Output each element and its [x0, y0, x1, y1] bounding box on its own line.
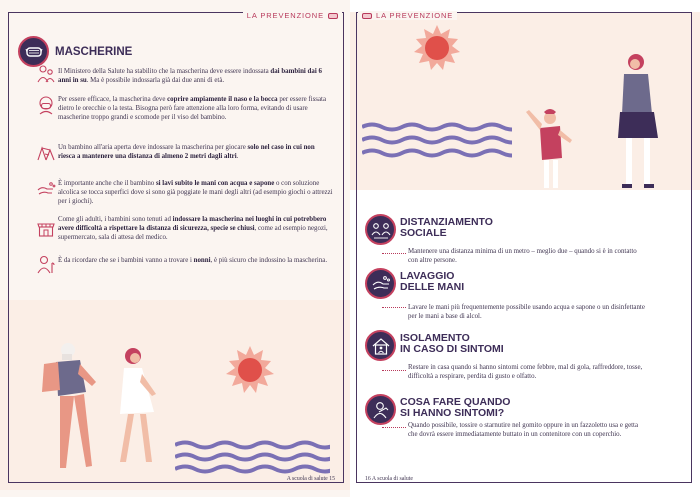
mask-icon [362, 13, 372, 19]
playground-icon [36, 142, 56, 162]
section-title-row [18, 36, 132, 67]
section-description: Mantenere una distanza minima di un metro – meglio due – quando si è in contatto con altre persone. [408, 248, 637, 264]
dotted-divider [382, 307, 406, 308]
paragraph: Per essere efficace, la mascherina deve coprire ampiamente il naso e la bocca per essere fissata dietro le orecchie o la testa. Bisogna però fare attenzione alla loro forma, evitando di usare mascherine troppo grandi e scomode per il viso del bambino. [58, 96, 327, 121]
dotted-divider [382, 253, 406, 254]
wash-hands-icon [365, 268, 396, 299]
dotted-divider [382, 427, 406, 428]
sun-icon [225, 345, 275, 395]
grandparent-icon [36, 254, 56, 274]
paragraph: Il Ministero della Salute ha stabilito che la mascherina deve essere indossata dai bambini dai 6 anni in su. Ma è possibile indossarla già dai due anni di età. [58, 68, 322, 84]
paragraph: È da ricordare che se i bambini vanno a trovare i nonni, è più sicuro che indossino la mascherina. [58, 257, 328, 264]
face-mask-icon [36, 95, 56, 115]
page-header [243, 11, 342, 20]
cough-icon [365, 394, 396, 425]
paragraph: Come gli adulti, i bambini sono tenuti ad indossare la mascherina nei luoghi in cui potrebbero avere difficoltà a rispettare la distanza di sicurezza, specie se chiusi, come ad esempio negozi, supermercato, sala di attesa del medico. [58, 216, 328, 241]
paragraph: Un bambino all'aria aperta deve indossare la mascherina per giocare solo nel caso in cui non riesca a mantenere una distanza di almeno 2 metri dagli altri. [58, 144, 315, 160]
home-icon [365, 330, 396, 361]
waves-icon [362, 122, 512, 162]
right-page [350, 0, 700, 497]
sun-icon [413, 24, 461, 72]
section-title: ISOLAMENTO IN CASO DI SINTOMI [400, 332, 504, 355]
section-description: Restare in casa quando si hanno sintomi come febbre, mal di gola, raffreddore, tosse, difficoltà a respirare, perdita di gusto e olfatto. [408, 364, 643, 380]
section-description: Lavare le mani più frequentemente possibile usando acqua e sapone o un disinfettante per le mani a base di alcol. [408, 304, 645, 320]
mask-icon [328, 13, 338, 19]
header-label: LA PREVENZIONE [376, 11, 454, 20]
section-title: MASCHERINE [55, 45, 133, 58]
page-header [358, 11, 457, 20]
handwash-icon [36, 180, 56, 200]
family-icon [36, 64, 56, 84]
section-description: Quando possibile, tossire o starnutire nel gomito oppure in un fazzoletto usa e getta che dovrà essere immediatamente buttato in un contenitore con un coperchio. [408, 422, 639, 438]
section-title: COSA FARE QUANDO SI HANNO SINTOMI? [400, 396, 511, 419]
section-title: LAVAGGIO DELLE MANI [400, 270, 465, 293]
page-footer: A scuola di salute 15 [284, 476, 338, 482]
mask-icon [18, 36, 49, 67]
distance-icon [365, 214, 396, 245]
people-illustration [520, 50, 690, 190]
section-title: DISTANZIAMENTO SOCIALE [400, 216, 493, 239]
store-icon [36, 218, 56, 238]
header-label: LA PREVENZIONE [246, 11, 324, 20]
waves-icon [175, 440, 330, 480]
page-footer: 16 A scuola di salute [362, 476, 416, 482]
paragraph: È importante anche che il bambino si lavi subito le mani con acqua e sapone o con soluzione alcolica se tocca superfici dove si sono già poggiate le mani degli altri (ad esempio giochi o attrezzi per i giochi). [58, 180, 333, 205]
dotted-divider [382, 370, 406, 371]
